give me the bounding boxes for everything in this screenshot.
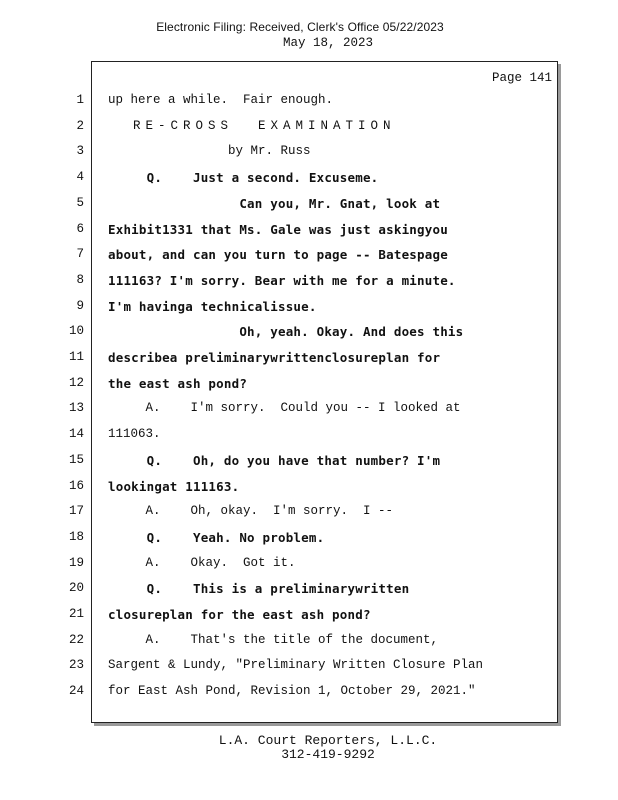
reporter-company: L.A. Court Reporters, L.L.C. (218, 733, 438, 748)
line-number: 23 (68, 658, 84, 673)
line-number: 16 (68, 478, 84, 493)
filing-date: May 18, 2023 (282, 36, 373, 50)
line-text: up here a while. Fair enough. (108, 93, 334, 107)
line-number: 17 (68, 504, 84, 519)
line-number: 24 (68, 684, 84, 699)
line-number: 13 (68, 401, 84, 416)
line-number: 4 (76, 170, 84, 185)
line-number: 1 (76, 93, 84, 107)
line-text: for East Ash Pond, Revision 1, October 29, 2021." (108, 684, 476, 699)
line-text: Exhibit1331 that Ms. Gale was just askingyou (108, 221, 448, 237)
line-text: A. Okay. Got it. (108, 555, 296, 570)
line-text: closureplan for the east ash pond? (108, 607, 371, 622)
line-text: Q. Just a second. Excuseme. (108, 170, 379, 186)
line-text: Q. Yeah. No problem. (108, 529, 325, 545)
reporter-phone: 312-419-9292 (281, 747, 375, 762)
line-text: I'm havinga technicalissue. (108, 298, 317, 314)
line-number: 3 (76, 144, 84, 159)
line-text: 111163? I'm sorry. Bear with me for a minute. (108, 272, 456, 288)
line-text: describea preliminarywrittenclosureplan for (108, 350, 441, 365)
line-text: Oh, yeah. Okay. And does this (108, 324, 464, 340)
line-text: Can you, Mr. Gnat, look at (108, 195, 441, 211)
line-number: 20 (68, 581, 84, 596)
line-number: 2 (76, 118, 84, 133)
line-text: Sargent & Lundy, "Preliminary Written Closure Plan (108, 658, 484, 673)
line-text: by Mr. Russ (108, 144, 311, 159)
line-text: RE-CROSS EXAMINATION (108, 118, 396, 133)
line-text: the east ash pond? (108, 375, 248, 391)
line-text: lookingat 111163. (108, 478, 240, 494)
transcript-page (91, 61, 558, 723)
line-number: 8 (76, 272, 84, 287)
line-text: 111063. (108, 427, 161, 442)
page-number: Page 141 (491, 71, 552, 85)
line-number: 15 (68, 452, 84, 467)
line-number: 10 (68, 324, 84, 339)
line-text: about, and can you turn to page -- Batespage (108, 247, 448, 263)
line-text: Q. Oh, do you have that number? I'm (108, 452, 441, 468)
line-text: Q. This is a preliminarywritten (108, 581, 410, 597)
line-number: 12 (68, 375, 84, 390)
line-number: 22 (68, 632, 84, 647)
line-text: A. Oh, okay. I'm sorry. I -- (108, 504, 394, 519)
line-number: 18 (68, 529, 84, 544)
line-number: 5 (76, 195, 84, 210)
line-number: 19 (68, 555, 84, 570)
line-number: 21 (68, 607, 84, 621)
line-number: 11 (68, 350, 84, 364)
line-number: 14 (68, 427, 84, 442)
filing-stamp: Electronic Filing: Received, Clerk's Office 05/22/2023 (156, 20, 444, 34)
line-text: A. That's the title of the document, (108, 632, 439, 647)
line-number: 7 (76, 247, 84, 262)
line-text: A. I'm sorry. Could you -- I looked at (108, 401, 461, 416)
line-number: 6 (76, 221, 84, 236)
line-number: 9 (76, 298, 84, 313)
